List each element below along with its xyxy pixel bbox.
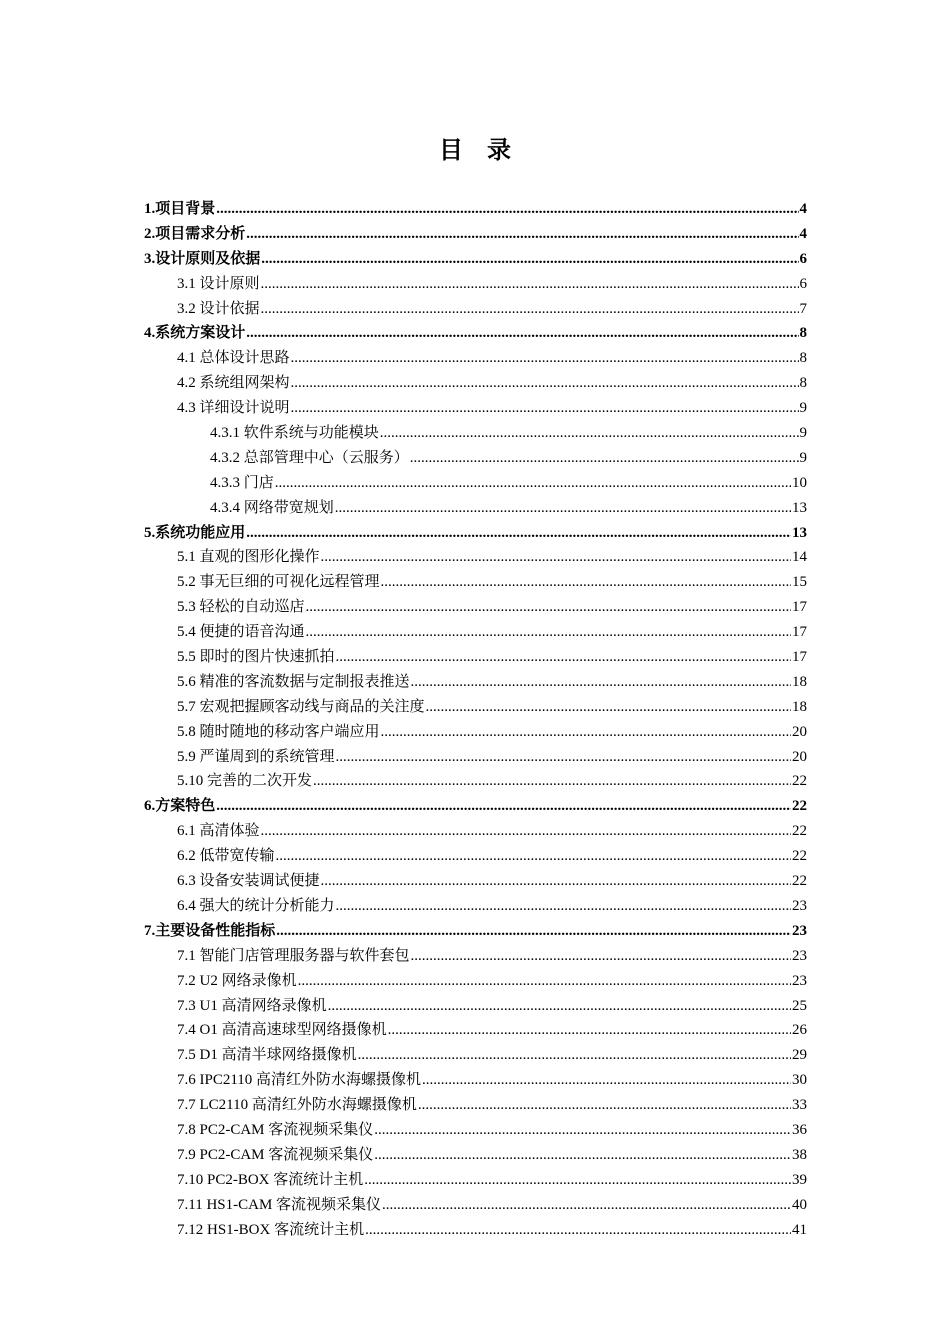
toc-entry-label: 5.10 完善的二次开发 (177, 773, 313, 790)
toc-page-number: 30 (792, 1072, 807, 1089)
toc-page-number: 4 (799, 225, 807, 242)
toc-dot-leader (246, 222, 798, 247)
toc-dot-leader (216, 197, 798, 222)
toc-page-number: 38 (792, 1146, 807, 1163)
toc-entry-label: 3.设计原则及依据 (144, 250, 261, 267)
toc-dot-leader (291, 396, 799, 421)
toc-dot-leader (374, 1143, 791, 1168)
toc-entry-label: 4.3 详细设计说明 (177, 400, 290, 417)
toc-entry-label: 5.3 轻松的自动巡店 (177, 599, 305, 616)
toc-page-number: 4 (799, 201, 807, 217)
toc-page-number: 22 (792, 848, 807, 865)
toc-dot-leader (261, 297, 799, 322)
toc-page-number: 10 (792, 474, 807, 491)
toc-dot-leader (275, 471, 791, 496)
toc-entry[interactable] (144, 1193, 807, 1218)
toc-dot-leader (411, 670, 791, 695)
toc-entry-label: 5.1 直观的图形化操作 (177, 549, 320, 566)
toc-page-number: 26 (792, 1022, 807, 1039)
toc-entry-label: 3.2 设计依据 (177, 300, 260, 317)
toc-dot-leader (328, 994, 791, 1019)
toc-title-char-2: 录 (487, 138, 511, 164)
toc-entry[interactable] (144, 695, 807, 720)
toc-entry[interactable] (144, 321, 807, 346)
toc-dot-leader (336, 645, 791, 670)
toc-page-number: 8 (799, 350, 807, 367)
toc-page-number: 9 (799, 400, 807, 417)
toc-entry[interactable] (144, 794, 807, 819)
toc-entry-label: 7.11 HS1-CAM 客流视频采集仪 (177, 1196, 382, 1213)
toc-page-number: 40 (792, 1196, 807, 1213)
toc-page-number: 13 (792, 499, 807, 516)
toc-entry-label: 6.1 高清体验 (177, 823, 260, 840)
toc-dot-leader (313, 769, 791, 794)
toc-dot-leader (410, 446, 799, 471)
toc-entry-label: 5.2 事无巨细的可视化远程管理 (177, 574, 380, 591)
toc-entry-label: 4.系统方案设计 (144, 325, 246, 342)
toc-entry[interactable] (144, 371, 807, 396)
toc-entry-label: 5.9 严谨周到的系统管理 (177, 748, 335, 765)
toc-page-number: 25 (792, 997, 807, 1014)
toc-dot-leader (321, 545, 791, 570)
toc-dot-leader (426, 695, 791, 720)
toc-entry-label: 5.6 精准的客流数据与定制报表推送 (177, 673, 410, 690)
toc-entry-label: 4.3.2 总部管理中心（云服务） (210, 449, 409, 466)
toc-dot-leader (298, 969, 791, 994)
toc-dot-leader (336, 894, 791, 919)
toc-page-number: 23 (792, 947, 807, 964)
toc-entry[interactable] (144, 222, 807, 247)
toc-page-number: 13 (792, 524, 807, 541)
toc-dot-leader (364, 1168, 791, 1193)
toc-entry-label: 4.3.1 软件系统与功能模块 (210, 425, 379, 442)
toc-entry[interactable] (144, 346, 807, 371)
toc-page-number: 29 (792, 1047, 807, 1064)
toc-dot-leader (336, 745, 791, 770)
toc-entry-label: 3.1 设计原则 (177, 275, 260, 292)
toc-dot-leader (335, 496, 791, 521)
toc-entry[interactable] (144, 894, 807, 919)
toc-entry[interactable] (144, 1118, 807, 1143)
toc-entry-label: 4.1 总体设计思路 (177, 350, 290, 367)
toc-dot-leader (422, 1068, 791, 1093)
toc-page-number: 14 (792, 549, 807, 566)
toc-entry[interactable] (144, 446, 807, 471)
toc-entry-label: 7.主要设备性能指标 (144, 922, 276, 939)
toc-entry-label: 4.2 系统组网架构 (177, 375, 290, 392)
toc-entry[interactable] (144, 944, 807, 969)
toc-entry-label: 7.6 IPC2110 高清红外防水海螺摄像机 (177, 1072, 422, 1089)
toc-page-number: 23 (792, 972, 807, 989)
toc-dot-leader (380, 421, 799, 446)
toc-entry-label: 7.4 O1 高清高速球型网络摄像机 (177, 1022, 387, 1039)
toc-entry[interactable] (144, 994, 807, 1019)
toc-entry-label: 7.1 智能门店管理服务器与软件套包 (177, 947, 410, 964)
toc-entry-label: 6.2 低带宽传输 (177, 848, 275, 865)
toc-entry-label: 7.5 D1 高清半球网络摄像机 (177, 1047, 357, 1064)
toc-entry-label: 5.系统功能应用 (144, 524, 246, 541)
toc-entry[interactable] (144, 620, 807, 645)
toc-entry[interactable] (144, 471, 807, 496)
toc-title-char-1: 目 (439, 138, 463, 164)
toc-entry[interactable] (144, 595, 807, 620)
toc-entry[interactable] (144, 521, 807, 546)
toc-entry[interactable] (144, 1068, 807, 1093)
toc-entry[interactable] (144, 819, 807, 844)
toc-entry[interactable] (144, 297, 807, 322)
toc-page-number: 36 (792, 1121, 807, 1138)
toc-page-number: 9 (799, 425, 807, 442)
toc-page-number: 23 (792, 897, 807, 914)
toc-page-number: 22 (792, 798, 807, 815)
toc-dot-leader (306, 595, 791, 620)
toc-dot-leader (291, 346, 799, 371)
toc-entry[interactable] (144, 869, 807, 894)
toc-dot-leader (388, 1018, 791, 1043)
toc-dot-leader (382, 1193, 791, 1218)
toc-page-number: 20 (792, 723, 807, 740)
toc-entry-label: 5.4 便捷的语音沟通 (177, 624, 305, 641)
toc-page-number: 17 (792, 649, 807, 666)
toc-page-number: 18 (792, 698, 807, 715)
toc-page-number: 23 (792, 922, 807, 939)
toc-page-number: 17 (792, 599, 807, 616)
toc-page-number: 15 (792, 574, 807, 591)
toc-entry[interactable] (144, 1018, 807, 1043)
toc-entry[interactable] (144, 645, 807, 670)
toc-page-number: 8 (799, 375, 807, 392)
toc-entry-label: 7.9 PC2-CAM 客流视频采集仪 (177, 1146, 374, 1163)
toc-dot-leader (306, 620, 791, 645)
toc-page-number: 18 (792, 673, 807, 690)
toc-dot-leader (276, 844, 791, 869)
toc-entry-label: 6.4 强大的统计分析能力 (177, 897, 335, 914)
toc-title (0, 130, 950, 165)
toc-entry[interactable] (144, 720, 807, 745)
toc-entry[interactable] (144, 545, 807, 570)
toc-dot-leader (365, 1218, 791, 1243)
toc-entry-label: 7.2 U2 网络录像机 (177, 972, 297, 989)
toc-dot-leader (261, 247, 798, 272)
toc-entry[interactable] (144, 496, 807, 521)
toc-entry[interactable] (144, 769, 807, 794)
toc-page-number: 22 (792, 873, 807, 890)
toc-entry-label: 1.项目背景 (144, 201, 216, 217)
toc-entry[interactable] (144, 670, 807, 695)
toc-page-number: 39 (792, 1171, 807, 1188)
toc-page-number: 7 (799, 300, 807, 317)
toc-dot-leader (358, 1043, 791, 1068)
toc-page-number: 9 (799, 449, 807, 466)
toc-dot-leader (381, 720, 791, 745)
toc-page-number: 41 (792, 1221, 807, 1238)
toc-entry-label: 4.3.3 门店 (210, 474, 274, 491)
toc-entry-label: 7.8 PC2-CAM 客流视频采集仪 (177, 1121, 374, 1138)
toc-entry-label: 2.项目需求分析 (144, 225, 246, 242)
toc-entry[interactable] (144, 1093, 807, 1118)
toc-entry-label: 5.7 宏观把握顾客动线与商品的关注度 (177, 698, 425, 715)
toc-dot-leader (261, 819, 791, 844)
toc-page-number: 6 (799, 275, 807, 292)
toc-entry[interactable] (144, 1043, 807, 1068)
toc-dot-leader (381, 570, 791, 595)
toc-entry[interactable] (144, 272, 807, 297)
toc-entry[interactable] (144, 421, 807, 446)
toc-entry-label: 7.10 PC2-BOX 客流统计主机 (177, 1171, 364, 1188)
table-of-contents (144, 197, 807, 1242)
toc-entry[interactable] (144, 1143, 807, 1168)
toc-entry-label: 7.3 U1 高清网络录像机 (177, 997, 327, 1014)
toc-entry[interactable] (144, 745, 807, 770)
toc-dot-leader (291, 371, 799, 396)
toc-entry[interactable] (144, 969, 807, 994)
toc-dot-leader (411, 944, 791, 969)
toc-entry[interactable] (144, 570, 807, 595)
toc-dot-leader (246, 321, 798, 346)
toc-entry[interactable] (144, 247, 807, 272)
toc-page-number: 33 (792, 1097, 807, 1114)
toc-dot-leader (418, 1093, 791, 1118)
toc-entry[interactable] (144, 1168, 807, 1193)
toc-dot-leader (321, 869, 791, 894)
toc-page-number: 22 (792, 773, 807, 790)
toc-dot-leader (261, 272, 799, 297)
toc-entry-label: 7.12 HS1-BOX 客流统计主机 (177, 1221, 365, 1238)
toc-entry-label: 6.方案特色 (144, 798, 216, 815)
toc-entry[interactable] (144, 197, 807, 222)
toc-dot-leader (374, 1118, 791, 1143)
toc-page-number: 22 (792, 823, 807, 840)
toc-dot-leader (246, 521, 791, 546)
toc-dot-leader (276, 919, 791, 944)
toc-entry-label: 4.3.4 网络带宽规划 (210, 499, 334, 516)
toc-entry-label: 6.3 设备安装调试便捷 (177, 873, 320, 890)
toc-entry[interactable] (144, 844, 807, 869)
toc-dot-leader (216, 794, 791, 819)
toc-page-number: 8 (799, 325, 807, 342)
toc-entry[interactable] (144, 919, 807, 944)
toc-entry-label: 5.8 随时随地的移动客户端应用 (177, 723, 380, 740)
toc-page-number: 17 (792, 624, 807, 641)
toc-entry-label: 5.5 即时的图片快速抓拍 (177, 649, 335, 666)
toc-entry[interactable] (144, 1218, 807, 1243)
toc-entry-label: 7.7 LC2110 高清红外防水海螺摄像机 (177, 1097, 417, 1114)
toc-page-number: 6 (799, 250, 807, 267)
toc-page-number: 20 (792, 748, 807, 765)
toc-entry[interactable] (144, 396, 807, 421)
